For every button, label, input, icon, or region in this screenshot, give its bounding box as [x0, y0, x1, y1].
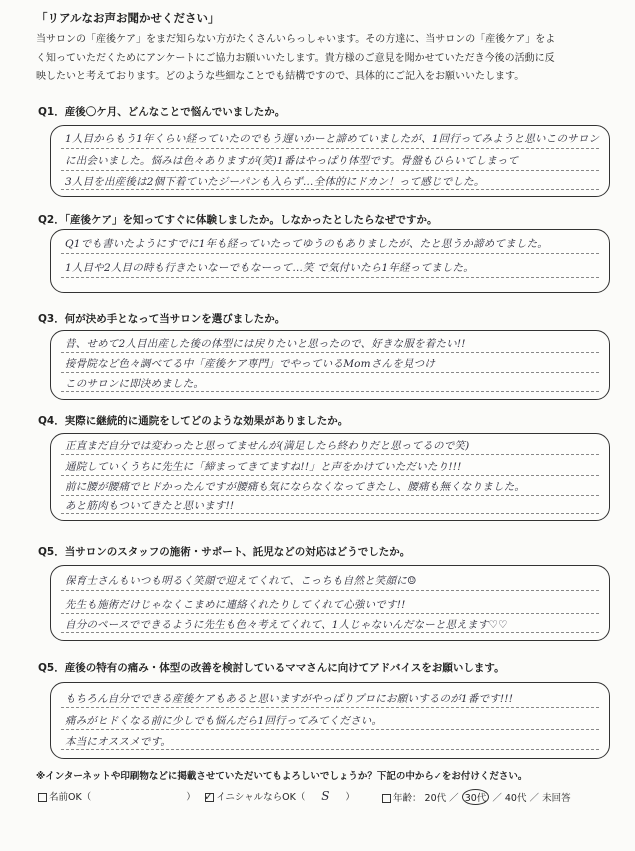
survey-title: 「リアルなお声お聞かせください」: [36, 11, 220, 25]
initial-ok-close: ）: [345, 792, 355, 803]
initial-ok-check-mark: ✓: [204, 790, 214, 803]
question-6-label: Q5．産後の特有の痛み・体型の改善を検討しているママさんに向けてアドバイスをお願いします。: [38, 662, 505, 674]
age-separator: ／: [529, 793, 540, 804]
initial-ok-checkbox[interactable]: [205, 793, 214, 802]
answer-line: 1人目や2人目の時も行きたいなーでもなーって…笑 で気付いたら1年経ってました。: [65, 262, 474, 274]
answer-line: 保育士さんもいつも明るく笑顔で迎えてくれて、こっちも自然と笑顔に☺: [65, 575, 417, 587]
answer-line: Q1でも書いたようにすでに1年も経っていたってゆうのもありましたが、たと思うか諦めてました。: [65, 238, 548, 250]
age-option-30s-selected[interactable]: 30代: [462, 789, 490, 805]
answer-line: 前に腰が腰痛でヒドかったんですが腰痛も気にならなくなってきたし、腰痛も無くなりました。: [65, 481, 526, 493]
answer-line: 1人目からもう1年くらい経っていたのでもう遅いかーと諦めていましたが、1回行ってみようと思いこのサロン: [65, 133, 600, 145]
name-ok-option[interactable]: [38, 789, 196, 803]
answer-box-1: [50, 125, 610, 197]
age-separator: ／: [492, 793, 502, 804]
name-ok-label: 名前OK（: [49, 792, 92, 803]
answer-box-6: [50, 682, 610, 759]
question-5-label: Q5．当サロンのスタッフの施術・サポート、託児などの対応はどうでしたか。: [38, 546, 411, 558]
answer-line: 本当にオススメです。: [65, 736, 172, 748]
intro-line: 映したいと考えております。どのような些細なことでも結構ですので、具体的にご記入をお願いいたします。: [36, 71, 525, 82]
answer-box-4: [50, 433, 610, 521]
name-ok-close: ）: [186, 792, 196, 803]
answer-line: 3人目を出産後は2個下着ていたジーパンも入らず…全体的にドカン！って感じでした。: [65, 176, 485, 188]
answer-line: 通院していくうちに先生に「締まってきてますね!!」と声をかけていただいたり!!!: [65, 461, 462, 473]
answer-line: あと筋肉もついてきたと思います!!: [65, 500, 235, 512]
age-option-20s[interactable]: 20代: [424, 793, 447, 804]
initial-ok-option[interactable]: [204, 789, 355, 803]
answer-line: 正直まだ自分では変わったと思ってませんが(満足したら終わりだと思ってるので笑): [65, 440, 470, 452]
answer-line: に出会いました。悩みは色々ありますが(笑)1番はやっぱり体型です。骨盤もひらいてしまって: [65, 155, 519, 167]
answer-line: 痛みがヒドくなる前に少しでも悩んだら1回行ってみてください。: [65, 715, 383, 727]
answer-line: 自分のペースでできるように先生も色々考えてくれて、1人じゃないんだなーと思えます♡♡: [65, 619, 508, 631]
question-1-label: Q1．産後〇ケ月、どんなことで悩んでいましたか。: [38, 106, 286, 118]
answer-line: 先生も施術だけじゃなくこまめに連絡くれたりしてくれて心強いです!!: [65, 599, 406, 611]
age-checkbox[interactable]: [382, 794, 391, 803]
answer-line: 昔、せめて2人目出産した後の体型には戻りたいと思ったので、好きな服を着たい!!: [65, 338, 466, 350]
age-prefix: 年齢：: [393, 793, 422, 804]
name-ok-checkbox[interactable]: [38, 793, 47, 802]
answer-box-2: [50, 229, 610, 293]
age-separator: ／: [449, 793, 459, 804]
answer-line: このサロンに即決めました。: [65, 378, 205, 390]
initial-value: S: [321, 789, 330, 803]
answer-line: 接骨院など色々調べてる中「産後ケア専門」でやっているMomさんを見つけ: [65, 358, 436, 370]
question-3-label: Q3．何が決め手となって当サロンを選びましたか。: [38, 313, 286, 325]
initial-ok-label: イニシャルならOK（: [216, 792, 306, 803]
answer-box-5: [50, 565, 610, 641]
age-option-none[interactable]: 未回答: [542, 793, 571, 804]
age-option-40s[interactable]: 40代: [504, 793, 527, 804]
question-2-label: Q2．「産後ケア」を知ってすぐに体験しましたか。しなかったとしたらなぜですか。: [38, 214, 438, 226]
intro-line: 当サロンの「産後ケア」をまだ知らない方がたくさんいらっしゃいます。その方達に、当サロンの「産後ケア」をよ: [36, 34, 556, 45]
publication-consent-note: ※インターネットや印刷物などに掲載させていただいてもよろしいでしょうか？下記の中から✓をお付けください。: [36, 771, 528, 782]
answer-box-3: [50, 330, 610, 400]
intro-line: く知っていただくためにアンケートにご協力お願いいたします。貴方様のご意見を聞かせていただき今後の活動に反: [36, 52, 555, 64]
answer-line: もちろん自分でできる産後ケアもあると思いますがやっぱりプロにお願いするのが1番です!!!: [65, 693, 514, 705]
age-field: [382, 789, 571, 805]
survey-intro: [36, 31, 606, 87]
question-4-label: Q4．実際に継続的に通院をしてどのような効果がありましたか。: [38, 415, 349, 427]
